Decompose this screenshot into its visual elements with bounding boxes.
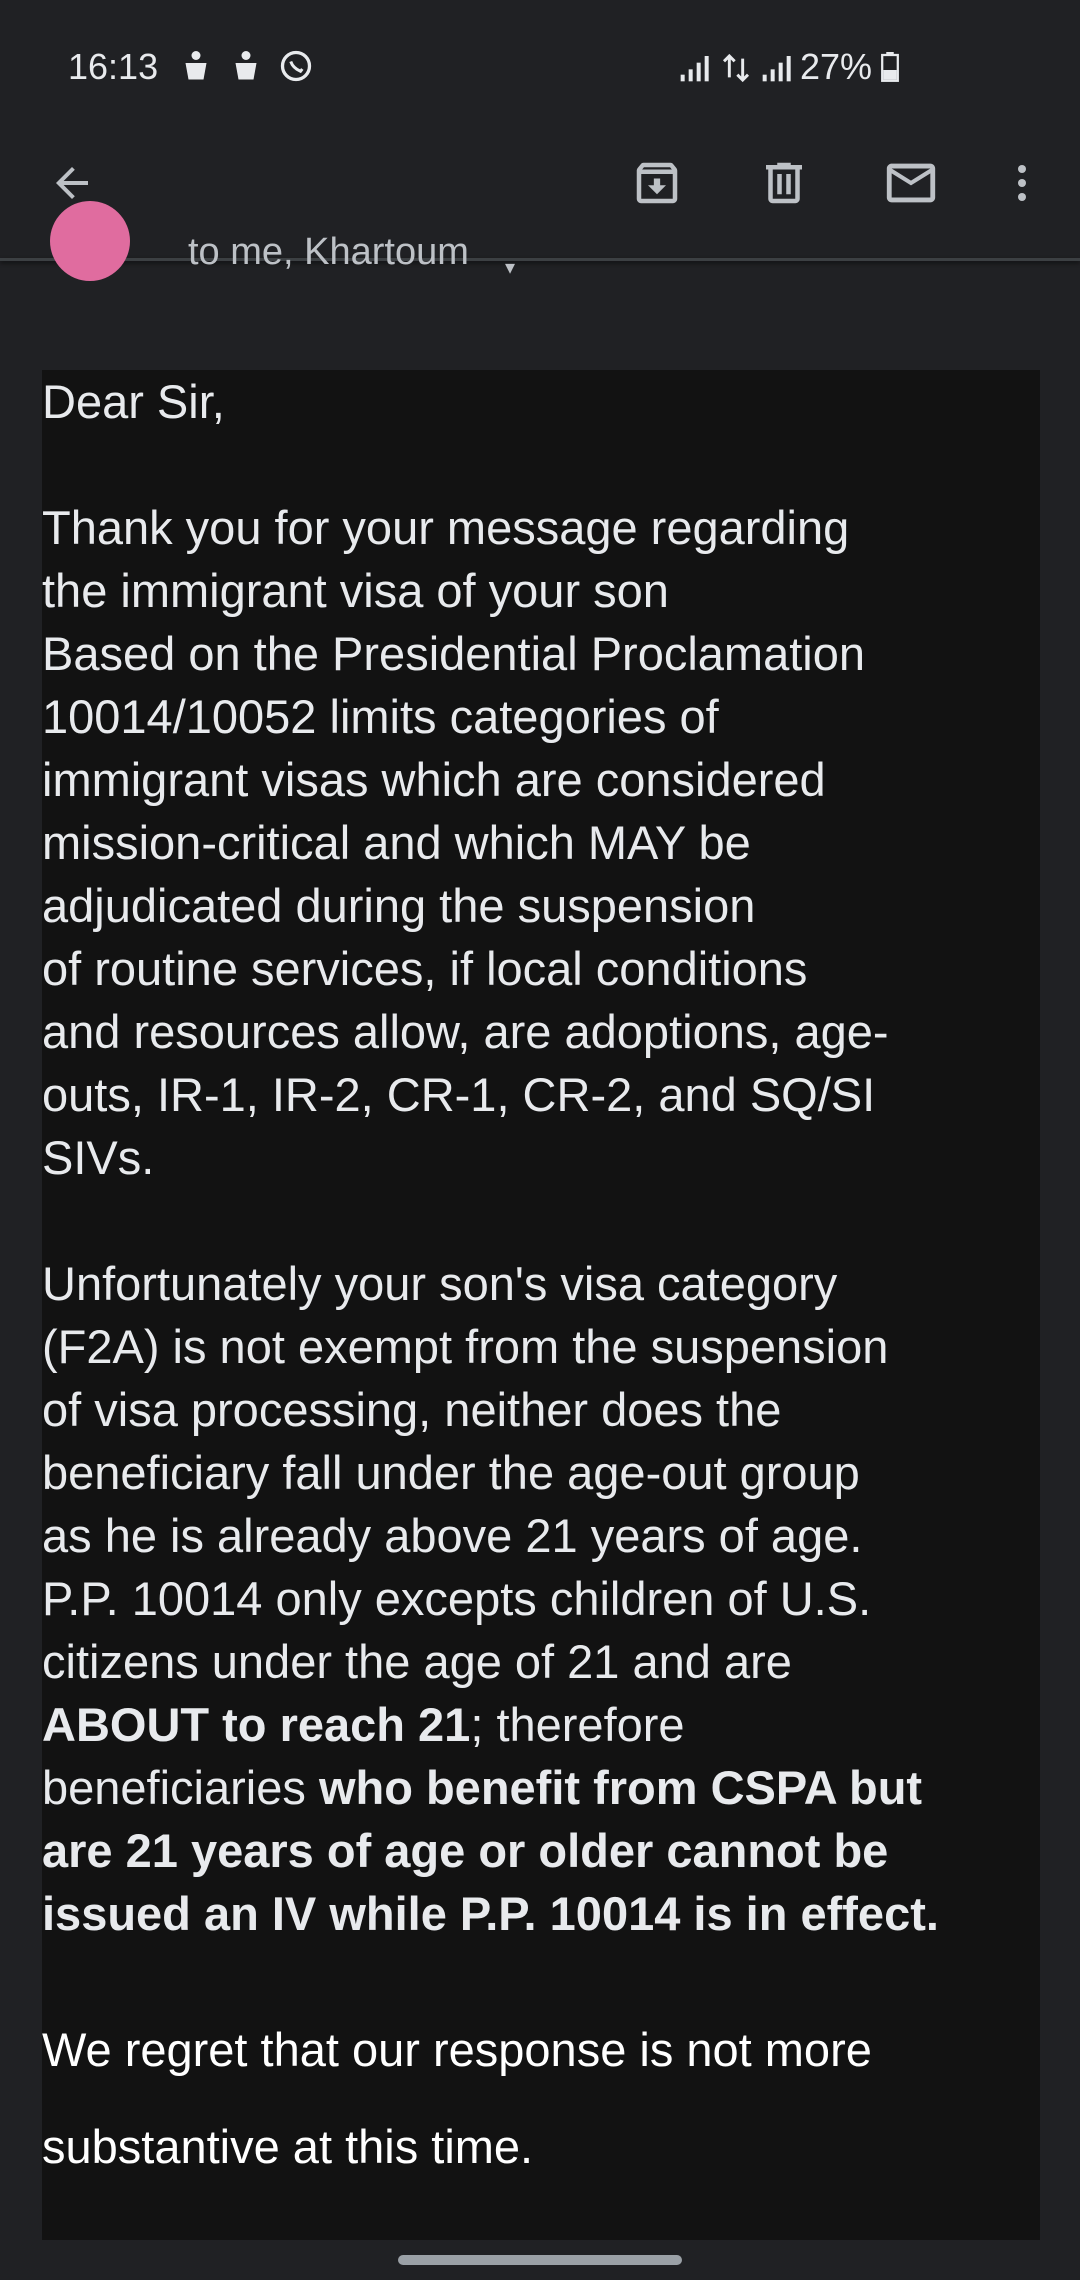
signal-icon: [678, 52, 710, 84]
paragraph-1-line: outs, IR-1, IR-2, CR-1, CR-2, and SQ/SI: [42, 1068, 876, 1121]
teams-icon: [228, 48, 264, 84]
closing-line: substantive at this time.: [42, 2120, 534, 2173]
mark-unread-button[interactable]: [875, 147, 947, 219]
paragraph-1-line: the immigrant visa of your son: [42, 564, 669, 617]
paragraph-1-line: immigrant visas which are considered: [42, 753, 826, 806]
delete-icon: [757, 156, 811, 210]
message-body: [42, 370, 1040, 2240]
paragraph-2-line: beneficiary fall under the age-out group: [42, 1446, 860, 1499]
bold-line: are 21 years of age or older cannot be: [42, 1824, 889, 1877]
paragraph-2-line: as he is already above 21 years of age.: [42, 1509, 863, 1562]
chevron-down-icon[interactable]: ▾: [505, 257, 516, 279]
paragraph-1-line: adjudicated during the suspension: [42, 879, 756, 932]
paragraph-1-line: mission-critical and which MAY be: [42, 816, 751, 869]
text-fragment: beneficiaries: [42, 1761, 319, 1814]
paragraph-1-line: and resources allow, are adoptions, age-: [42, 1005, 889, 1058]
paragraph-2-line: Unfortunately your son's visa category: [42, 1257, 838, 1310]
blank-line: [42, 433, 1040, 496]
paragraph-2-line: citizens under the age of 21 and are: [42, 1635, 792, 1688]
message-text: [42, 370, 1040, 1945]
bold-phrase: who benefit from CSPA but: [318, 1761, 923, 1814]
recipient-details[interactable]: to me, Khartoum: [188, 231, 469, 273]
gesture-handle[interactable]: [398, 2255, 682, 2265]
whatsapp-icon: [278, 48, 314, 84]
paragraph-1-line: of routine services, if local conditions: [42, 942, 808, 995]
closing-line: We regret that our response is not more: [42, 2023, 872, 2076]
battery-icon: [881, 52, 899, 82]
battery-percentage: 27%: [800, 46, 873, 87]
paragraph-1-line: Based on the Presidential Proclamation: [42, 627, 865, 680]
paragraph-2-line: [42, 1756, 1040, 1819]
delete-button[interactable]: [748, 147, 820, 219]
bold-line: issued an IV while P.P. 10014 is in effect.: [42, 1887, 939, 1940]
paragraph-1-line: SIVs.: [42, 1131, 155, 1184]
paragraph-2-line: (F2A) is not exempt from the suspension: [42, 1320, 889, 1373]
signal-icon: [760, 52, 792, 84]
archive-button[interactable]: [621, 147, 693, 219]
message-header: [0, 231, 1080, 301]
blank-line: [42, 1189, 1040, 1252]
teams-icon: [178, 48, 214, 84]
archive-icon: [630, 156, 684, 210]
text-fragment: ; therefore: [470, 1698, 685, 1751]
arrow-back-icon: [48, 159, 96, 207]
paragraph-1-line: Thank you for your message regarding: [42, 501, 850, 554]
paragraph-2-line: of visa processing, neither does the: [42, 1383, 782, 1436]
data-arrows-icon: [720, 52, 752, 84]
bold-phrase: ABOUT to reach 21: [42, 1698, 471, 1751]
status-bar: [0, 0, 1080, 135]
mark-unread-icon: [882, 154, 940, 212]
paragraph-1-line: 10014/10052 limits categories of: [42, 690, 719, 743]
more-options-button[interactable]: [986, 147, 1058, 219]
status-time: 16:13: [68, 46, 159, 87]
greeting: Dear Sir,: [42, 375, 225, 428]
paragraph-2-line: P.P. 10014 only excepts children of U.S.: [42, 1572, 872, 1625]
avatar[interactable]: [50, 201, 130, 281]
more-vert-icon: [998, 159, 1046, 207]
paragraph-2-line: [42, 1693, 1040, 1756]
